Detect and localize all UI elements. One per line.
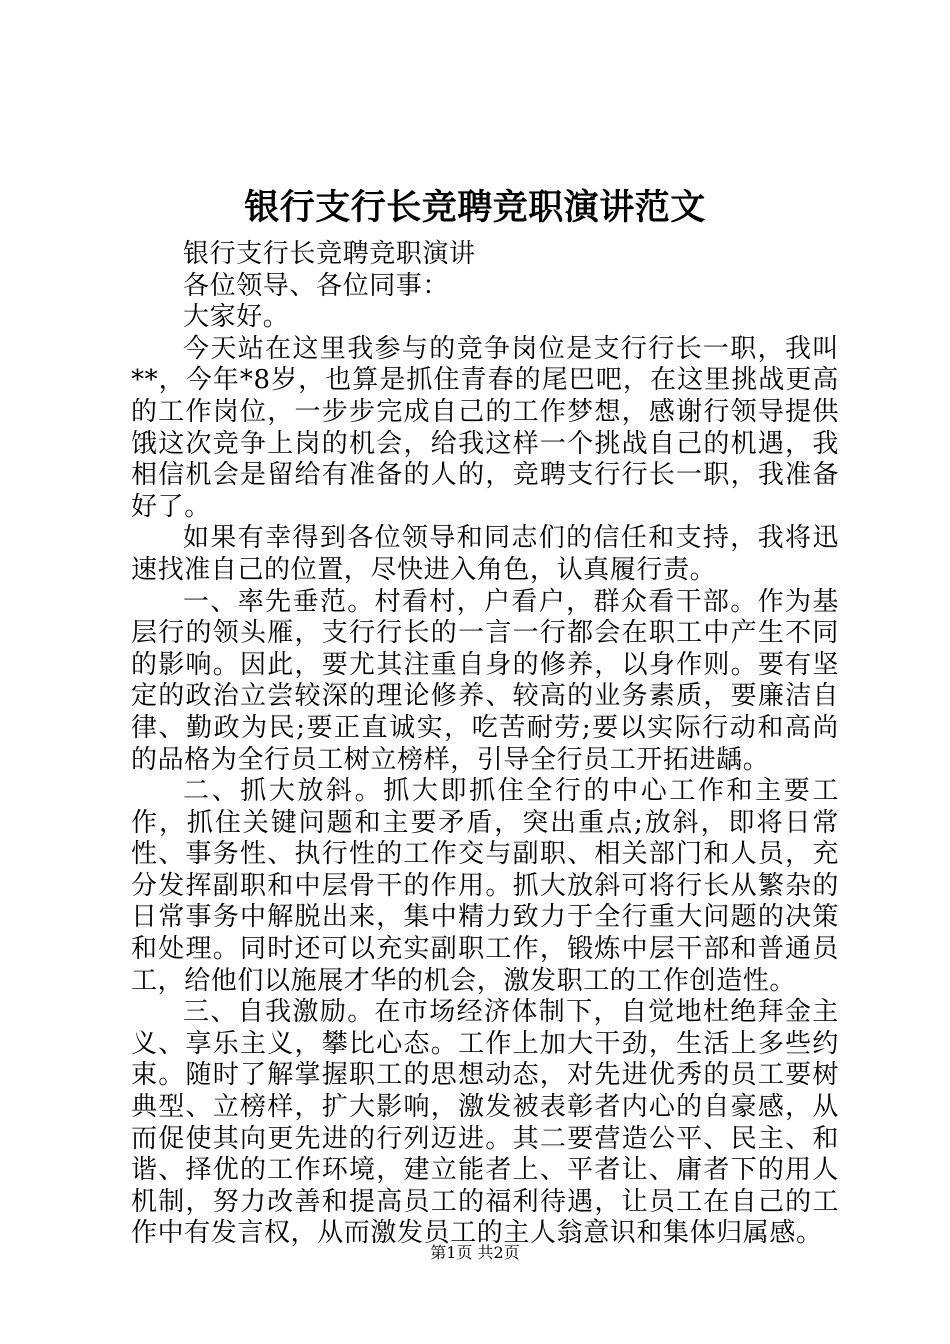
paragraph-point-three: 三、自我激励。在市场经济体制下，自觉地杜绝拜金主义、享乐主义，攀比心态。工作上加大干劲，生活上多些约束。随时了解掌握职工的思想动态，对先进优秀的员工要树典型、立榜样，扩大影响，激发被表彰者内心的自豪感，从而促使其向更先进的行列迈进。其二要营造公平、民主、和谐、择优的工作环境，建立能者上、平者让、庸者下的用人机制，努力改善和提高员工的福利待遇，让员工在自己的工作中有发言权，从而激发员工的主人翁意识和集体归属感。 bbox=[131, 997, 839, 1249]
paragraph-commitment: 如果有幸得到各位领导和同志们的信任和支持，我将迅速找准自己的位置，尽快进入角色，认真履行责。 bbox=[131, 523, 839, 585]
paragraph-point-one: 一、率先垂范。村看村，户看户，群众看干部。作为基层行的领头雁，支行行长的一言一行都会在职工中产生不同的影响。因此，要尤其注重自身的修养，以身作则。要有坚定的政治立尝较深的理论修养、较高的业务素质，要廉洁自律、勤政为民;要正直诚实，吃苦耐劳;要以实际行动和高尚的品格为全行员工树立榜样，引导全行员工开拓进龋。 bbox=[131, 586, 839, 775]
paragraph-greeting: 大家好。 bbox=[183, 302, 290, 333]
paragraph-subtitle: 银行支行长竞聘竞职演讲 bbox=[183, 239, 476, 269]
paragraph-salutation: 各位领导、各位同事： bbox=[183, 270, 450, 301]
document-title: 银行支行长竞聘竞职演讲范文 bbox=[244, 187, 706, 228]
paragraph-introduction: 今天站在这里我参与的竞争岗位是支行行长一职，我叫**，今年*8岁，也算是抓住青春的尾巴吧，在这里挑战更高的工作岗位，一步步完成自己的工作梦想，感谢行领导提供饿这次竞争上岗的机会，给我这样一个挑战自己的机遇，我相信机会是留给有准备的人的，竞聘支行行长一职，我准备好了。 bbox=[131, 333, 839, 522]
document-body bbox=[131, 239, 839, 1250]
page-footer: 第1页 共2页 bbox=[430, 1243, 520, 1262]
paragraph-point-two: 二、抓大放斜。抓大即抓住全行的中心工作和主要工作，抓住关键问题和主要矛盾，突出重点;放斜，即将日常性、事务性、执行性的工作交与副职、相关部门和人员，充分发挥副职和中层骨干的作用。抓大放斜可将行长从繁杂的日常事务中解脱出来，集中精力致力于全行重大问题的决策和处理。同时还可以充实副职工作，锻炼中层干部和普通员工，给他们以施展才华的机会，激发职工的工作创造性。 bbox=[131, 776, 839, 996]
